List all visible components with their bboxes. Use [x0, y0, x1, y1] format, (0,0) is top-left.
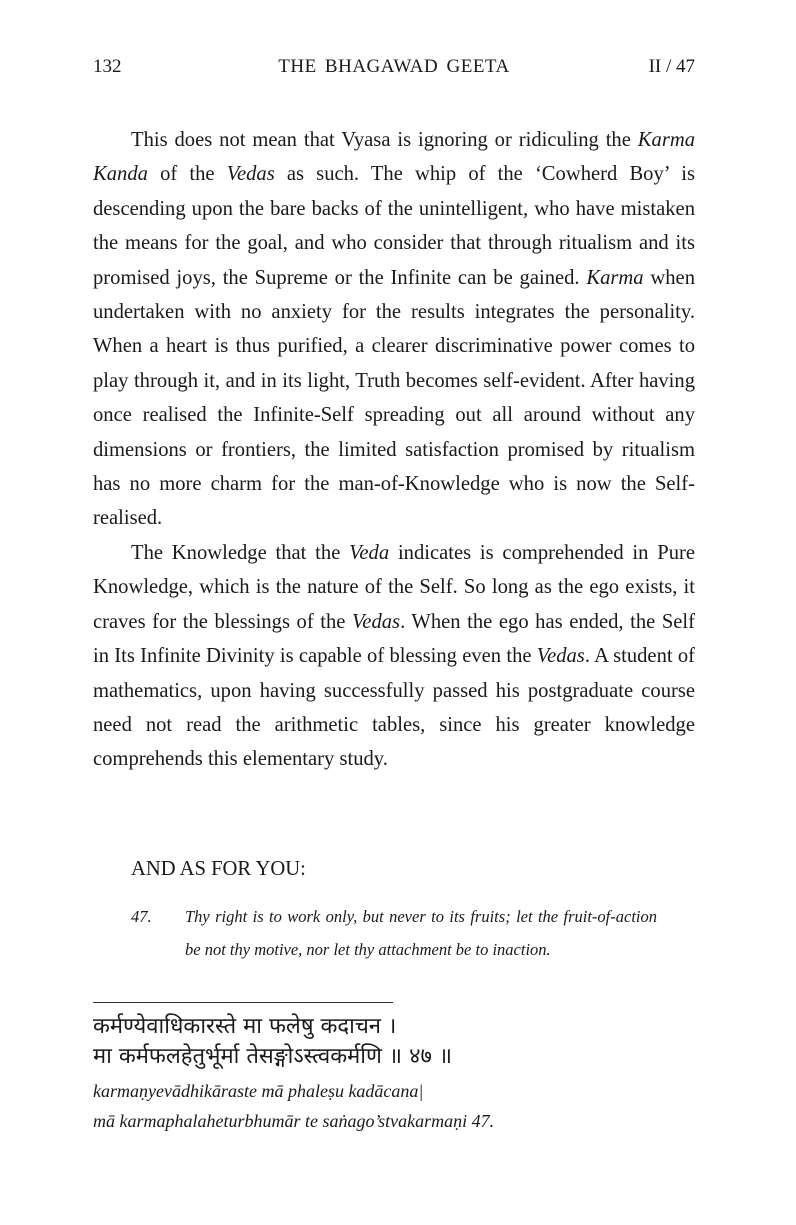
transliteration — [93, 1076, 494, 1136]
p2-text-4: . A student of mathematics, upon having successfully passed his postgraduate course need not read the arithmetic tables, since his greater knowledge comprehends this elementary study. — [93, 645, 695, 771]
p1-italic-1: Karma Kanda — [93, 129, 695, 186]
p2-italic-1: Veda — [349, 541, 390, 564]
p2-text-2: indicates is comprehended in Pure Knowledge, which is the nature of the Self. So long as the ego exists, it craves for the blessings of the — [93, 541, 695, 633]
page-number: 132 — [93, 56, 122, 77]
paragraph-1 — [93, 123, 695, 536]
p1-text-3: as such. The whip of the ‘Cowherd Boy’ is descending upon the bare backs of the unintelligent, who have mistaken the means for the goal, and who consider that through ritualism and its promised joys, the Supreme or the Infinite can be gained. — [93, 163, 695, 289]
sanskrit-line-2: मा कर्मफलहेतुर्भूर्मा तेसङ्गोऽस्त्वकर्मणि ॥ ४७ ॥ — [93, 1044, 453, 1069]
p1-text-4: when undertaken with no anxiety for the results integrates the personality. When a heart is thus purified, a clearer discriminative power comes to play through it, and in its light, Truth becomes self-evident. After having once realised the Infinite-Self spreading out all around without any dimensions or frontiers, the limited satisfaction promised by ritualism has no more charm for the man-of-Knowledge who is now the Self-realised. — [93, 266, 695, 530]
p2-text-3: . When the ego has ended, the Self in Its Infinite Divinity is capable of blessing even the — [93, 610, 695, 668]
p2-text-1: The Knowledge that the — [131, 541, 350, 564]
transliteration-line-2: mā karmaphalaheturbhumār te saṅago’stvakarmaṇi 47. — [93, 1111, 495, 1131]
transliteration-line-1: karmaṇyevādhikāraste mā phaleṣu kadācana| — [93, 1081, 424, 1101]
verse-number: 47. — [131, 907, 152, 926]
p1-text-2: of the — [147, 163, 227, 186]
chapter-verse-reference: II / 47 — [648, 56, 695, 77]
sanskrit-verse — [93, 1012, 452, 1072]
p2-italic-3: Vedas — [536, 645, 585, 668]
paragraph-2 — [93, 536, 695, 777]
horizontal-rule — [93, 1002, 393, 1003]
running-header — [93, 56, 695, 82]
p1-text-1: This does not mean that Vyasa is ignoring or ridiculing the — [131, 129, 638, 151]
commentary-text — [93, 123, 695, 777]
p2-italic-2: Vedas — [352, 610, 401, 633]
sanskrit-line-1: कर्मण्येवाधिकारस्ते मा फलेषु कदाचन । — [93, 1014, 397, 1039]
verse-translation — [131, 900, 657, 966]
verse-text: Thy right is to work only, but never to its fruits; let the fruit-of-action be not thy motive, nor let thy attachment be to inaction. — [185, 907, 657, 959]
p1-italic-2: Vedas — [226, 163, 275, 186]
subheading: AND AS FOR YOU: — [131, 858, 306, 880]
running-title: THE BHAGAWAD GEETA — [278, 56, 510, 77]
p1-italic-3: Karma — [586, 266, 644, 289]
